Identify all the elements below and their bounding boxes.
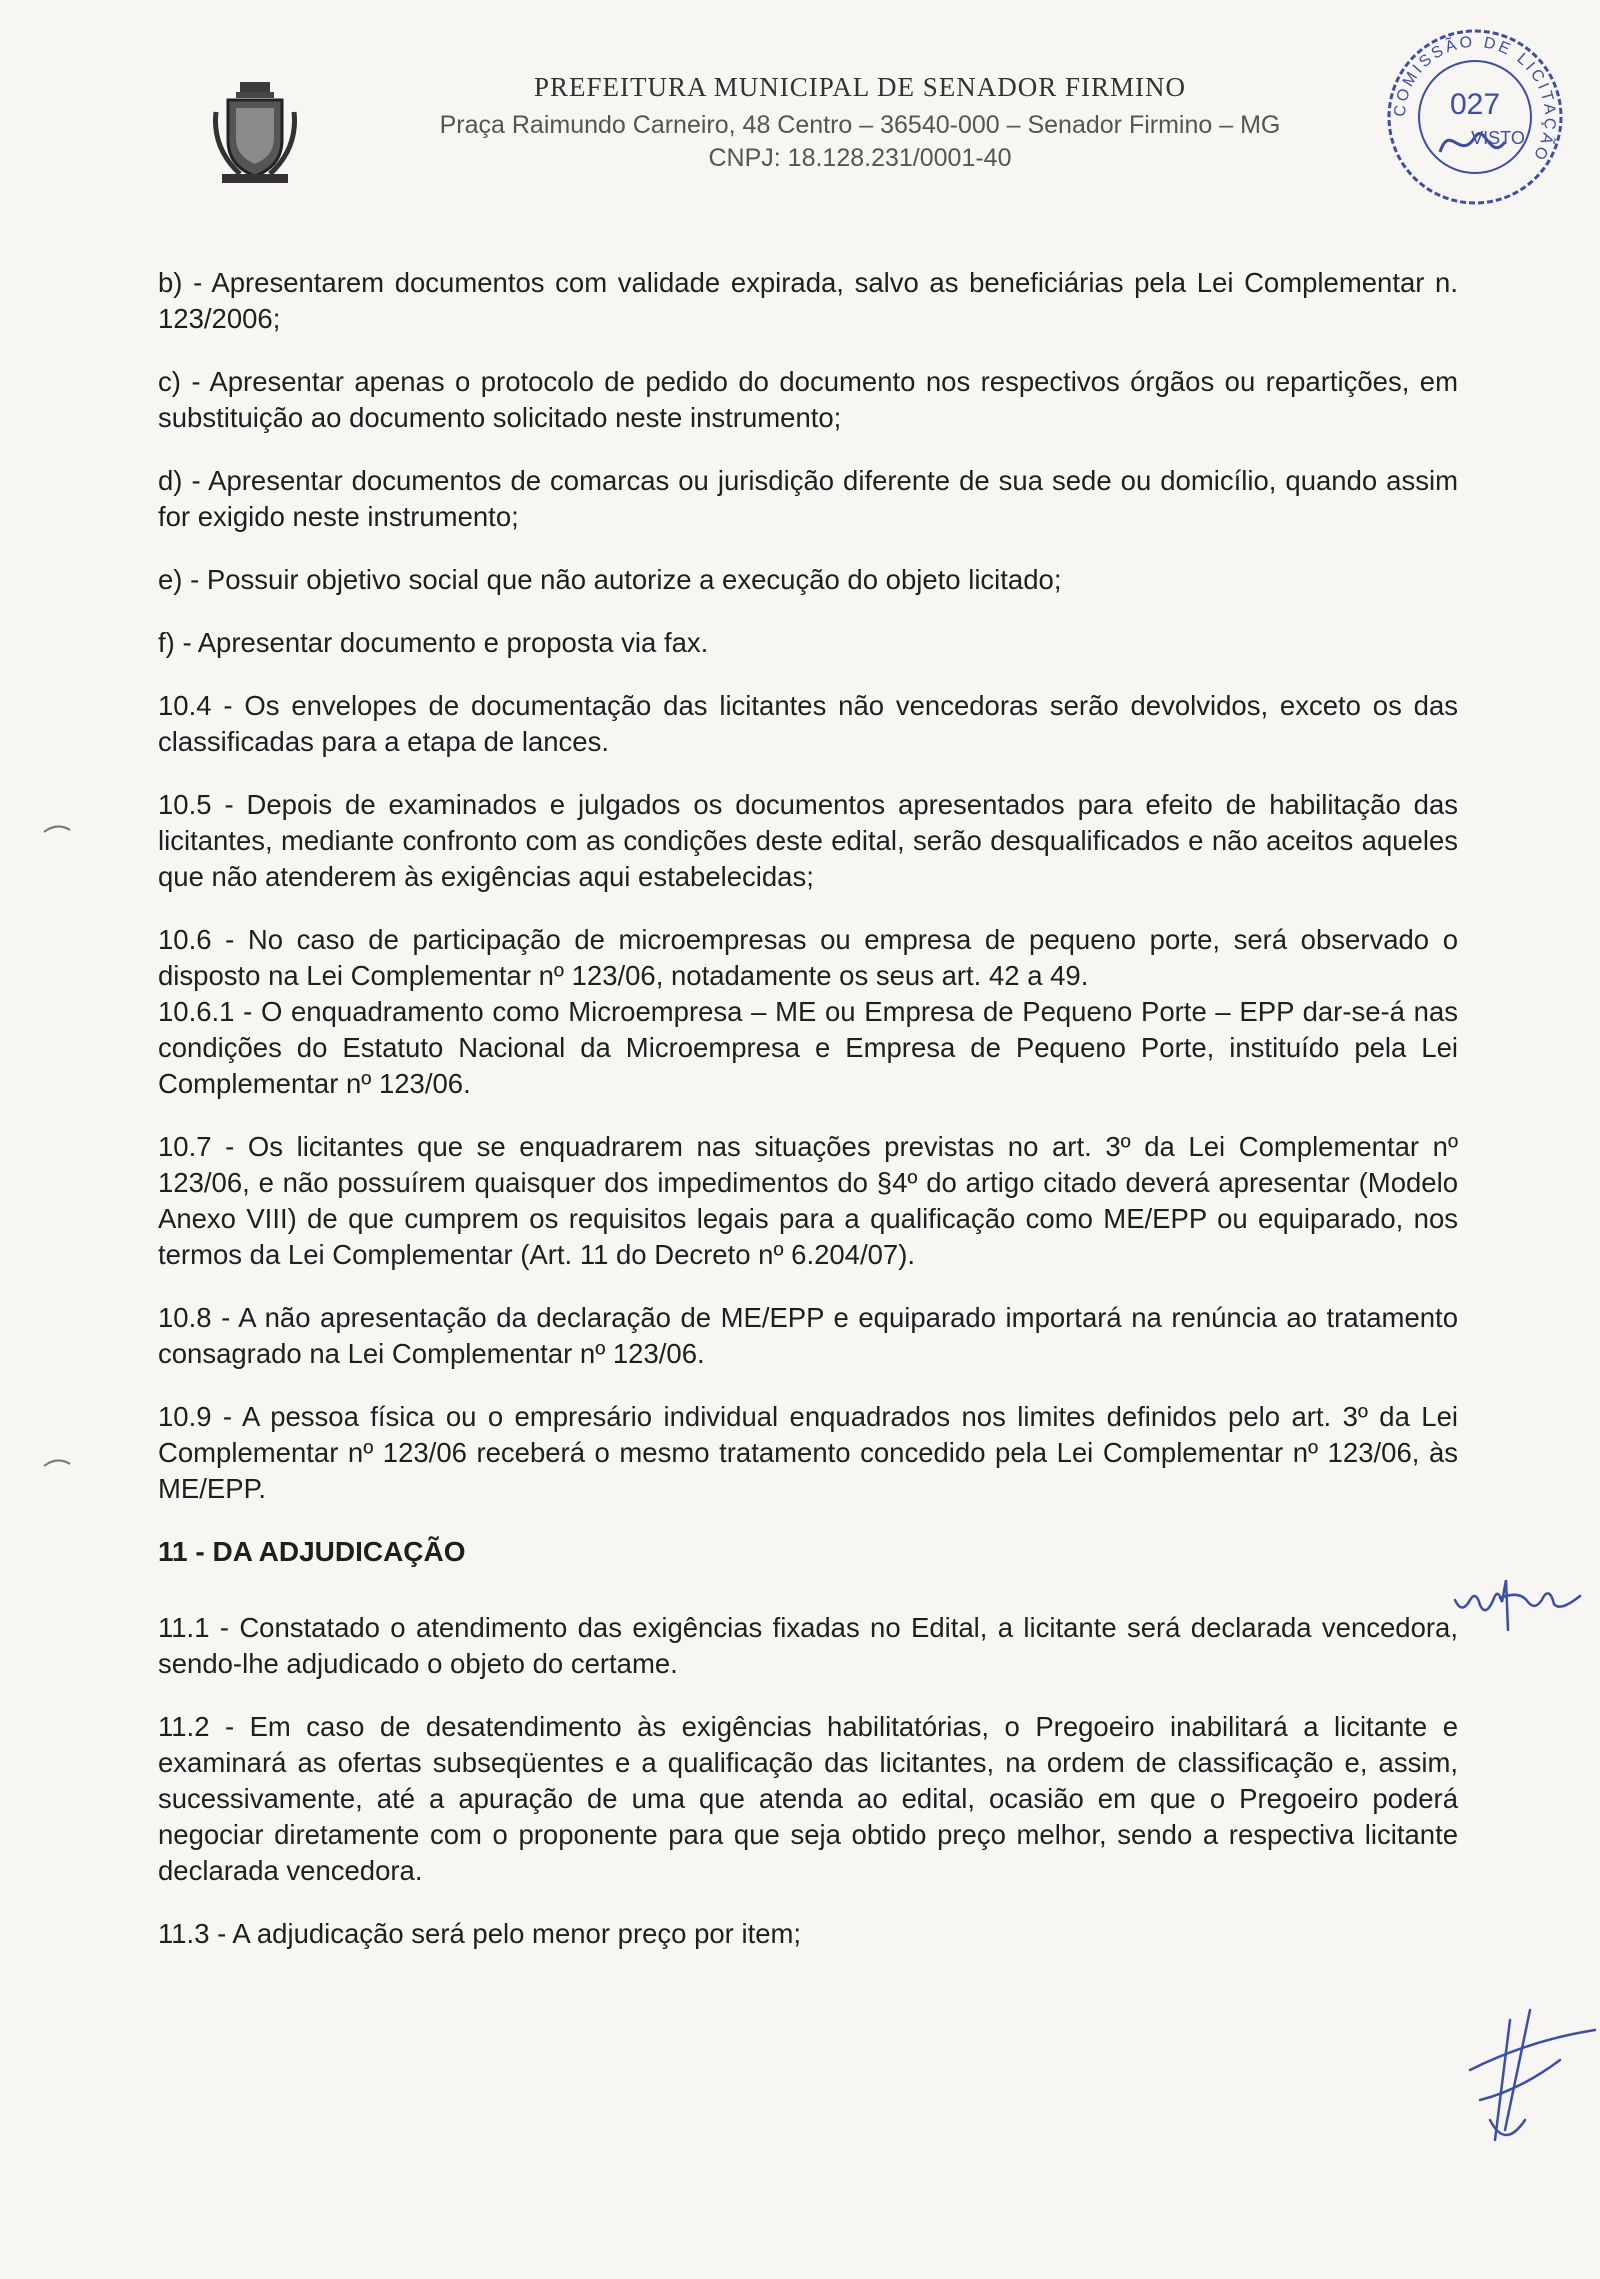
stamp-number: 027	[1449, 88, 1501, 121]
clause-10-8: 10.8 - A não apresentação da declaração de ME/EPP e equiparado importará na renúncia ao tratamento consagrado na Lei Complementar nº 123/06.	[158, 1302, 1458, 1369]
clause-10-9: 10.9 - A pessoa física ou o empresário individual enquadrados nos limites definidos pelo art. 3º da Lei Complementar nº 123/06 receberá o mesmo tratamento concedido pela Lei Complementar nº 123/06, às ME/EPP.	[158, 1401, 1458, 1504]
margin-mark-upper	[42, 822, 72, 834]
section-heading: 11 - DA ADJUDICAÇÃO	[158, 1536, 466, 1567]
handwritten-initials-top	[1450, 1560, 1600, 1640]
document-body	[158, 265, 1458, 1979]
clause-11-1: 11.1 - Constatado o atendimento das exigências fixadas no Edital, a licitante será declarada vencedora, sendo-lhe adjudicado o objeto do certame.	[158, 1612, 1458, 1679]
municipality-cnpj: CNPJ: 18.128.231/0001-40	[708, 144, 1012, 172]
municipality-address: Praça Raimundo Carneiro, 48 Centro – 36540-000 – Senador Firmino – MG	[439, 111, 1281, 139]
item-d: d) - Apresentar documentos de comarcas ou jurisdição diferente de sua sede ou domicílio, quando assim for exigido neste instrumento;	[158, 465, 1458, 532]
item-b: b) - Apresentarem documentos com validade expirada, salvo as beneficiárias pela Lei Complementar n. 123/2006;	[158, 267, 1458, 334]
stamp-label: VISTO	[1471, 128, 1525, 148]
stamp-ring-text: COMISSÃO DE LICITAÇÃO	[1391, 33, 1559, 166]
commission-stamp	[1380, 22, 1570, 212]
item-e: e) - Possuir objetivo social que não autorize a execução do objeto licitado;	[158, 564, 1062, 595]
clause-10-6: 10.6 - No caso de participação de microempresas ou empresa de pequeno porte, será observado o disposto na Lei Complementar nº 123/06, notadamente os seus art. 42 a 49.	[158, 924, 1458, 991]
clause-10-5: 10.5 - Depois de examinados e julgados os documentos apresentados para efeito de habilitação das licitantes, mediante confronto com as condições deste edital, serão desqualificados e não aceitos aqueles que não atenderem às exigências aqui estabelecidas;	[158, 789, 1458, 892]
margin-mark-lower	[42, 1456, 72, 1468]
item-f: f) - Apresentar documento e proposta via fax.	[158, 627, 709, 658]
municipality-name: PREFEITURA MUNICIPAL DE SENADOR FIRMINO	[533, 72, 1187, 102]
handwritten-signature-bottom	[1450, 2000, 1600, 2150]
clause-10-7: 10.7 - Os licitantes que se enquadrarem nas situações previstas no art. 3º da Lei Complementar nº 123/06, e não possuírem quaisquer dos impedimentos do §4º do artigo citado deverá apresentar (Modelo Anexo VIII) de que cumprem os requisitos legais para a qualificação como ME/EPP ou equiparado, nos termos da Lei Complementar (Art. 11 do Decreto nº 6.204/07).	[158, 1131, 1458, 1270]
letterhead	[360, 72, 1360, 175]
item-c: c) - Apresentar apenas o protocolo de pedido do documento nos respectivos órgãos ou repartições, em substituição ao documento solicitado neste instrumento;	[158, 366, 1458, 433]
clause-11-2: 11.2 - Em caso de desatendimento às exigências habilitatórias, o Pregoeiro inabilitará a licitante e examinará as ofertas subseqüentes e a qualificação das licitantes, na ordem de classificação e, assim, sucessivamente, até a apuração de uma que atenda ao edital, ocasião em que o Pregoeiro poderá negociar diretamente com o proponente para que seja obtido preço melhor, sendo a respectiva licitante declarada vencedora.	[158, 1711, 1458, 1886]
municipal-crest-icon	[210, 78, 300, 188]
clause-11-3: 11.3 - A adjudicação será pelo menor preço por item;	[158, 1918, 802, 1949]
clause-10-6-1: 10.6.1 - O enquadramento como Microempresa – ME ou Empresa de Pequeno Porte – EPP dar-se-á nas condições do Estatuto Nacional da Microempresa e Empresa de Pequeno Porte, instituído pela Lei Complementar nº 123/06.	[158, 996, 1458, 1099]
clause-10-4: 10.4 - Os envelopes de documentação das licitantes não vencedoras serão devolvidos, exceto os das classificadas para a etapa de lances.	[158, 690, 1458, 757]
